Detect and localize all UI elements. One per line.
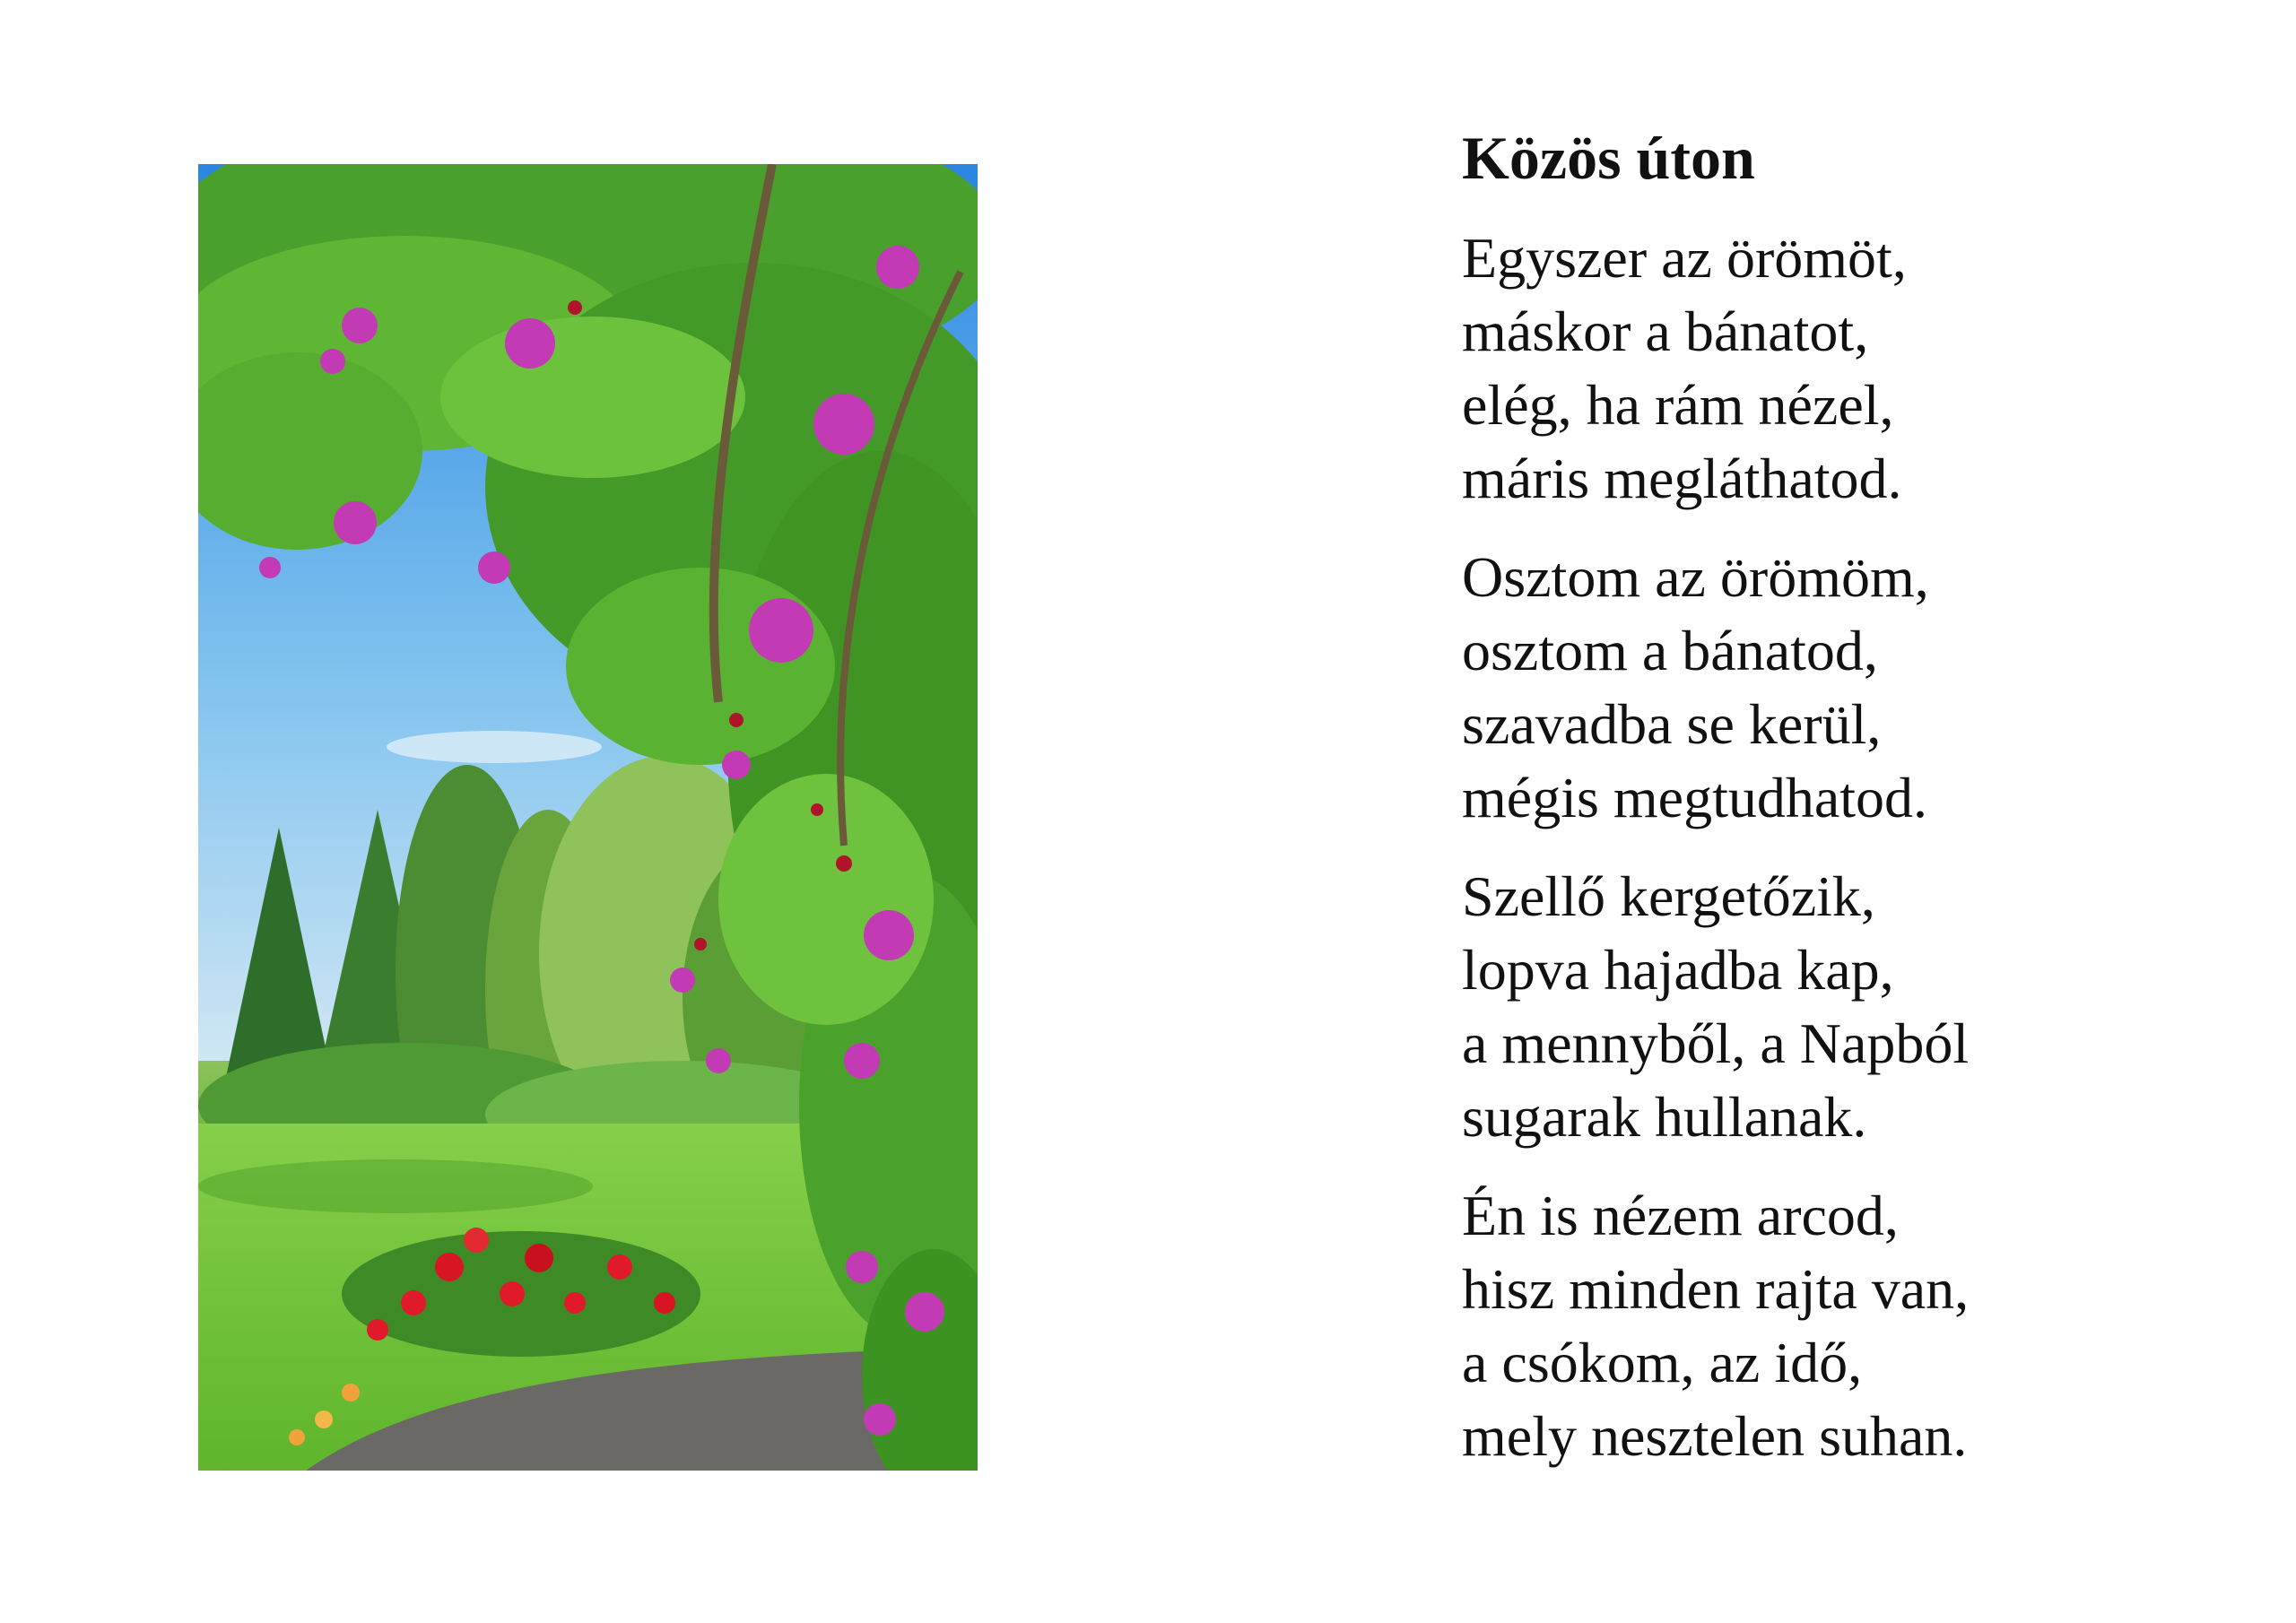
poem-line: máskor a bánatot, (1462, 299, 1869, 363)
stanza (1462, 1179, 2251, 1473)
poem-line: Én is nézem arcod, (1462, 1184, 1899, 1247)
poem-title: Közös úton (1462, 124, 1755, 192)
poem-line: sugarak hullanak. (1462, 1085, 1867, 1149)
poem-line: szavadba se kerül, (1462, 692, 1882, 756)
poem-line: elég, ha rám nézel, (1462, 373, 1894, 437)
poem-line: lopva hajadba kap, (1462, 938, 1894, 1002)
poem-line: hisz minden rajta van, (1462, 1257, 1970, 1321)
garden-illustration (198, 164, 978, 1471)
poem-line: a csókom, az idő, (1462, 1331, 1863, 1394)
poem-line: Osztom az örömöm, (1462, 545, 1929, 609)
poem-line: mely nesztelen suhan. (1462, 1404, 1968, 1468)
garden-photo (198, 164, 978, 1471)
stanza (1462, 860, 2251, 1154)
poem-line: Egyszer az örömöt, (1462, 226, 1907, 290)
poem-line: a mennyből, a Napból (1462, 1011, 1970, 1075)
poem-line: Szellő kergetőzik, (1462, 864, 1875, 928)
poem (1462, 121, 2251, 1498)
stanza (1462, 221, 2251, 516)
poem-line: mégis megtudhatod. (1462, 766, 1928, 829)
poem-line: osztom a bánatod, (1462, 619, 1878, 682)
stanza (1462, 541, 2251, 835)
poem-line: máris megláthatod. (1462, 447, 1902, 510)
